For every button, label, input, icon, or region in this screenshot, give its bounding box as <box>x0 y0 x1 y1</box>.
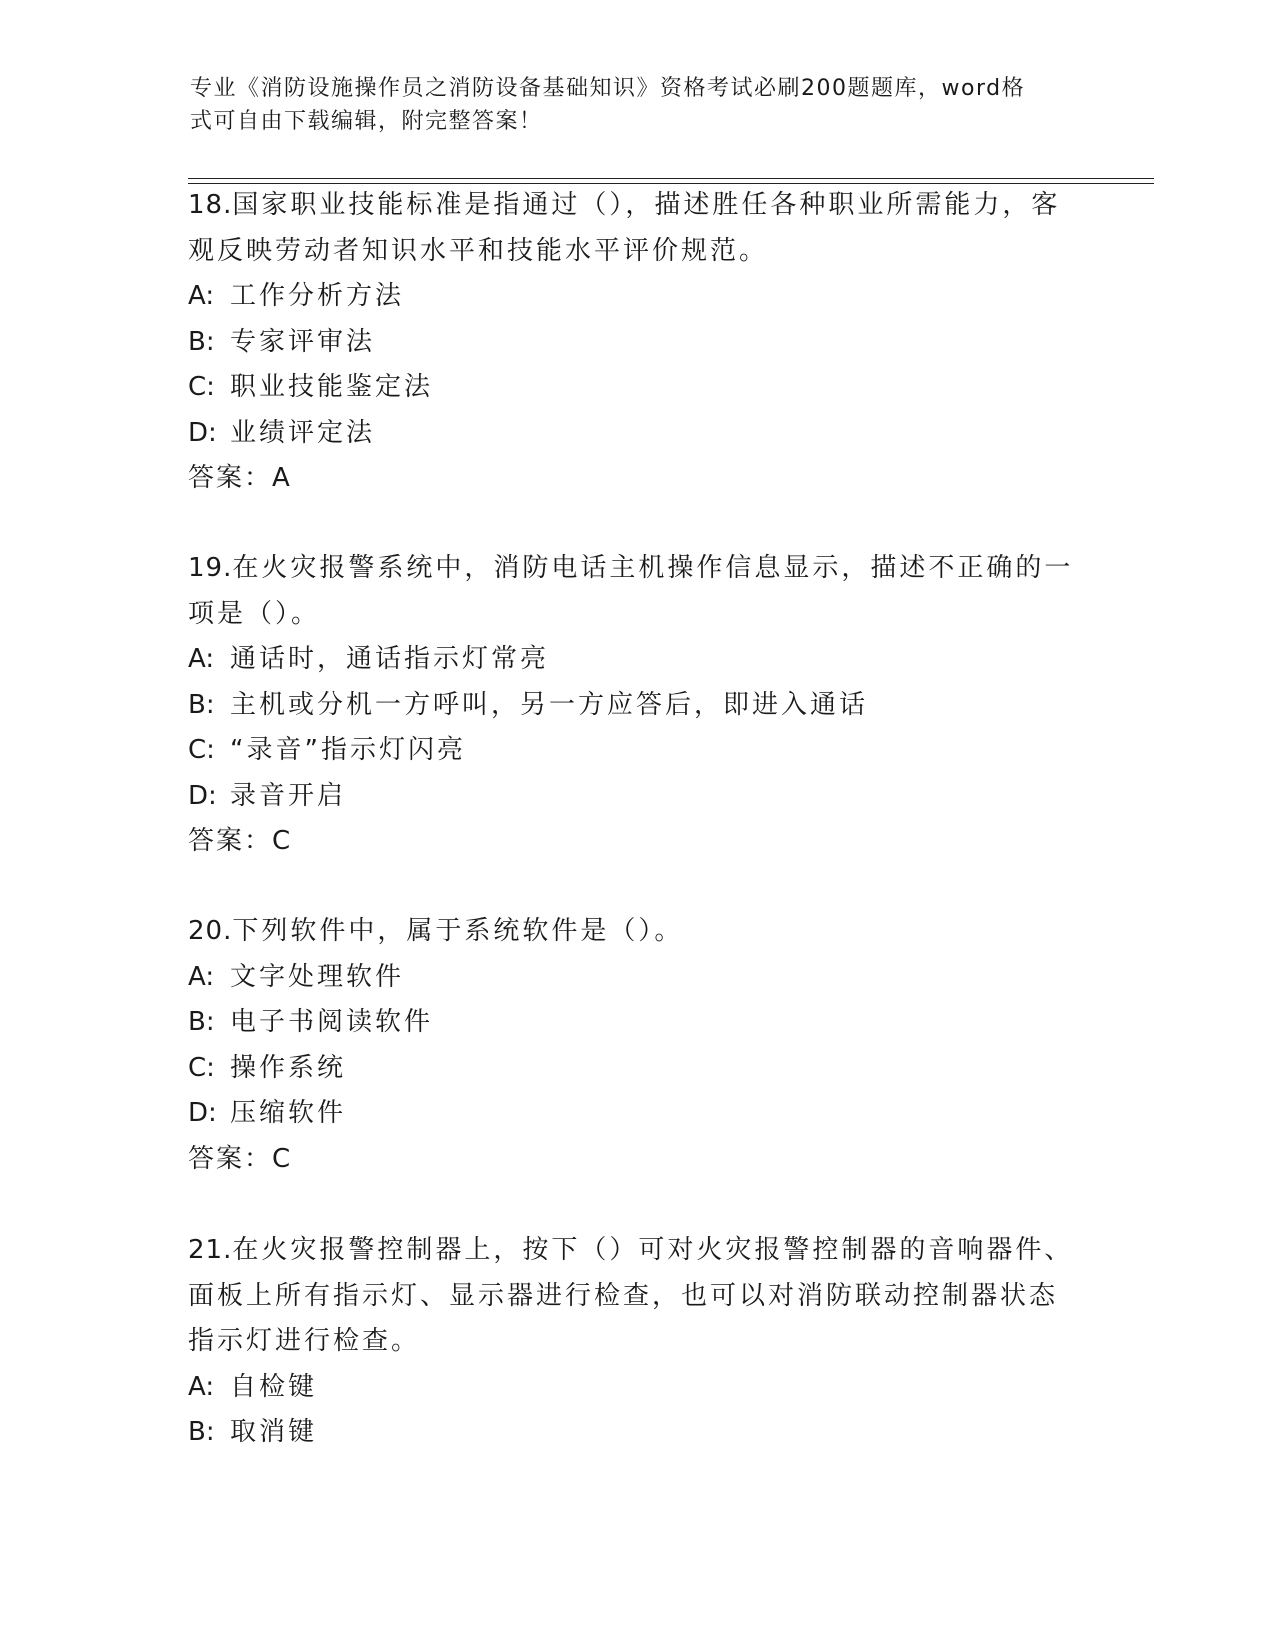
header-line-1: 专业《消防设施操作员之消防设备基础知识》资格考试必刷200题题库，word格 <box>190 76 1026 101</box>
option-letter: D: <box>188 780 217 811</box>
question-21 <box>188 1228 1088 1456</box>
option-text: 主机或分机一方呼叫，另一方应答后，即进入通话 <box>230 689 869 720</box>
question-number: 19. <box>188 553 233 583</box>
question-stem <box>188 183 1088 229</box>
answer <box>188 456 1088 502</box>
header-divider-top <box>188 178 1154 179</box>
question-stem <box>188 546 1088 592</box>
option-letter: B: <box>188 689 215 720</box>
option-letter: A: <box>188 644 215 674</box>
option-text: 自检键 <box>230 1371 318 1402</box>
option-b <box>188 1410 1088 1456</box>
option-letter: A: <box>188 961 215 992</box>
option-letter: C: <box>188 372 215 402</box>
question-number: 21. <box>188 1235 233 1265</box>
question-stem <box>188 909 1088 955</box>
question-stem-line-1: 在火灾报警系统中，消防电话主机操作信息显示，描述不正确的一 <box>232 553 1074 583</box>
question-stem-line-2: 面板上所有指示灯、显示器进行检查，也可以对消防联动控制器状态 <box>188 1280 1059 1311</box>
question-stem-line-1: 国家职业技能标准是指通过（），描述胜任各种职业所需能力，客 <box>232 190 1061 220</box>
option-text: 电子书阅读软件 <box>230 1007 434 1037</box>
question-stem-line-2: 观反映劳动者知识水平和技能水平评价规范。 <box>188 235 769 266</box>
option-text: 压缩软件 <box>230 1098 347 1128</box>
option-letter: B: <box>188 1417 215 1447</box>
option-a <box>188 1365 1088 1411</box>
question-number: 20. <box>188 916 233 946</box>
question-number: 18. <box>188 190 233 220</box>
question-20 <box>188 909 1088 1182</box>
option-text: 取消键 <box>230 1417 318 1447</box>
answer-label: 答案： <box>188 826 273 856</box>
option-a <box>188 637 1088 683</box>
question-stem <box>188 1228 1088 1274</box>
answer <box>188 1137 1088 1183</box>
option-letter: A: <box>188 281 215 311</box>
option-c <box>188 365 1088 411</box>
option-text: 文字处理软件 <box>230 961 405 992</box>
question-stem-line-1: 下列软件中，属于系统软件是（）。 <box>232 916 684 946</box>
option-letter: C: <box>188 1052 215 1083</box>
answer-value: C <box>272 826 292 856</box>
option-c <box>188 728 1088 774</box>
option-letter: D: <box>188 1098 217 1128</box>
option-text: 职业技能鉴定法 <box>230 372 434 402</box>
answer-label: 答案： <box>188 1143 273 1174</box>
option-b <box>188 1000 1088 1046</box>
option-text: 通话时，通话指示灯常亮 <box>230 644 550 674</box>
option-letter: B: <box>188 1007 215 1037</box>
answer-value: C <box>272 1143 292 1174</box>
option-text: 专家评审法 <box>230 326 376 357</box>
option-text: “录音”指示灯闪亮 <box>230 735 466 765</box>
answer-label: 答案： <box>188 463 273 493</box>
question-stem-line-1: 在火灾报警控制器上，按下（）可对火灾报警控制器的音响器件、 <box>232 1235 1074 1265</box>
answer-value: A <box>272 463 291 493</box>
header-line-2: 式可自由下载编辑，附完整答案！ <box>190 109 543 134</box>
option-a <box>188 955 1088 1001</box>
option-letter: A: <box>188 1371 215 1402</box>
option-b <box>188 320 1088 366</box>
option-d <box>188 1091 1088 1137</box>
option-text: 业绩评定法 <box>230 417 376 448</box>
option-d <box>188 411 1088 457</box>
answer <box>188 819 1088 865</box>
option-letter: C: <box>188 735 215 765</box>
option-letter: D: <box>188 417 217 448</box>
question-19 <box>188 546 1088 865</box>
question-18 <box>188 183 1088 502</box>
option-text: 录音开启 <box>230 780 347 811</box>
option-a <box>188 274 1088 320</box>
option-c <box>188 1046 1088 1092</box>
question-stem-line-2: 项是（）。 <box>188 598 321 629</box>
option-text: 工作分析方法 <box>230 281 405 311</box>
option-d <box>188 774 1088 820</box>
option-letter: B: <box>188 326 215 357</box>
option-text: 操作系统 <box>230 1052 347 1083</box>
option-b <box>188 683 1088 729</box>
question-stem-line-3: 指示灯进行检查。 <box>188 1326 421 1356</box>
document-header <box>190 72 1080 138</box>
